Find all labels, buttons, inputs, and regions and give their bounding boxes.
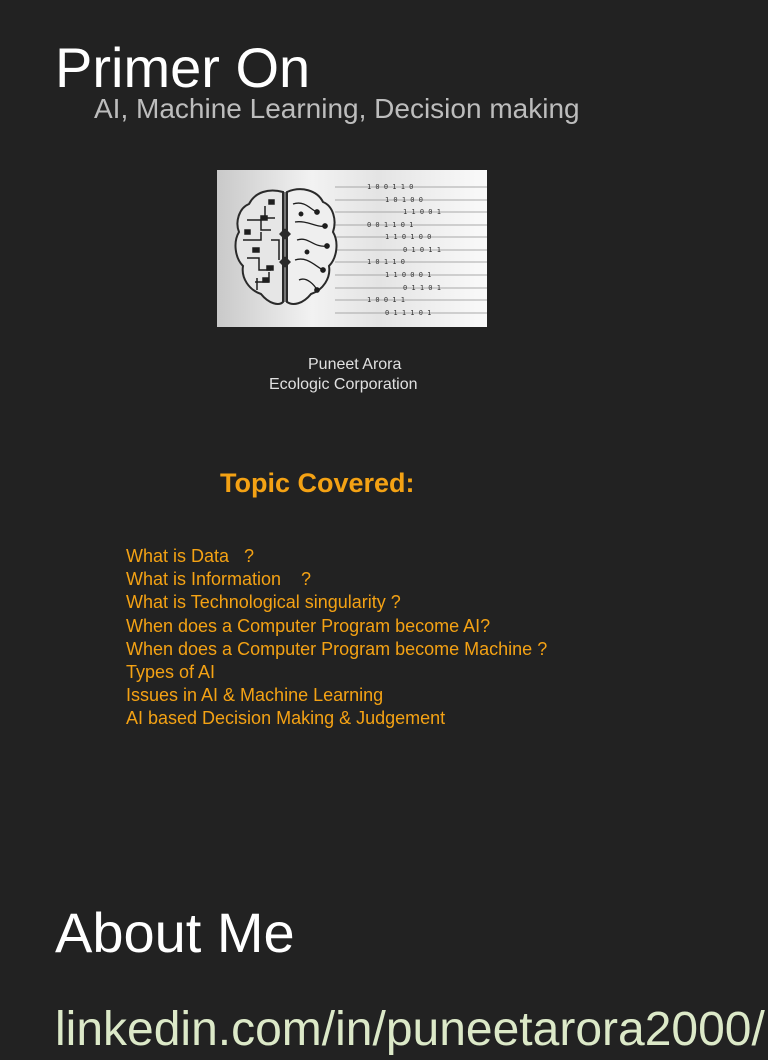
topic-item: Issues in AI & Machine Learning [126, 685, 384, 706]
slide-title: Primer On [55, 36, 311, 99]
topics-list [126, 545, 547, 731]
topic-item: When does a Computer Program become Machine ? [126, 638, 548, 659]
topics-heading: Topic Covered: [220, 468, 415, 498]
topic-item: What is Technological singularity ? [126, 592, 401, 613]
svg-text:1 0 1 1 0: 1 0 1 1 0 [367, 258, 405, 266]
slide-subtitle: AI, Machine Learning, Decision making [94, 93, 580, 124]
svg-text:1 1 0 1 0 0: 1 1 0 1 0 0 [385, 233, 432, 241]
topic-item: Types of AI [126, 662, 216, 683]
svg-text:1 1 0 0 0 1: 1 1 0 0 0 1 [385, 271, 432, 279]
author-name: Puneet Arora [308, 356, 402, 373]
svg-text:0 1 1 1 0 1: 0 1 1 1 0 1 [385, 309, 432, 317]
svg-text:1 0 1 0 0: 1 0 1 0 0 [385, 196, 423, 204]
topic-item: When does a Computer Program become AI? [126, 615, 491, 636]
topic-item: What is Information ? [126, 569, 312, 590]
svg-text:0 1 1 0 1: 0 1 1 0 1 [403, 284, 441, 292]
svg-text:1 0 0 1 1 0: 1 0 0 1 1 0 [367, 183, 414, 191]
svg-text:0 0 1 1 0 1: 0 0 1 1 0 1 [367, 221, 414, 229]
svg-text:0 1 0 1 1: 0 1 0 1 1 [403, 246, 441, 254]
linkedin-link[interactable]: linkedin.com/in/puneetarora2000/ [55, 1003, 765, 1056]
about-heading: About Me [55, 901, 295, 964]
svg-text:1 1 0 0 1: 1 1 0 0 1 [403, 208, 441, 216]
author-organization: Ecologic Corporation [269, 376, 418, 393]
topic-item: What is Data ? [126, 546, 255, 566]
brain-circuit-image [217, 170, 487, 327]
topic-item: AI based Decision Making & Judgement [126, 708, 446, 729]
svg-text:1 0 0 1 1: 1 0 0 1 1 [367, 296, 405, 304]
